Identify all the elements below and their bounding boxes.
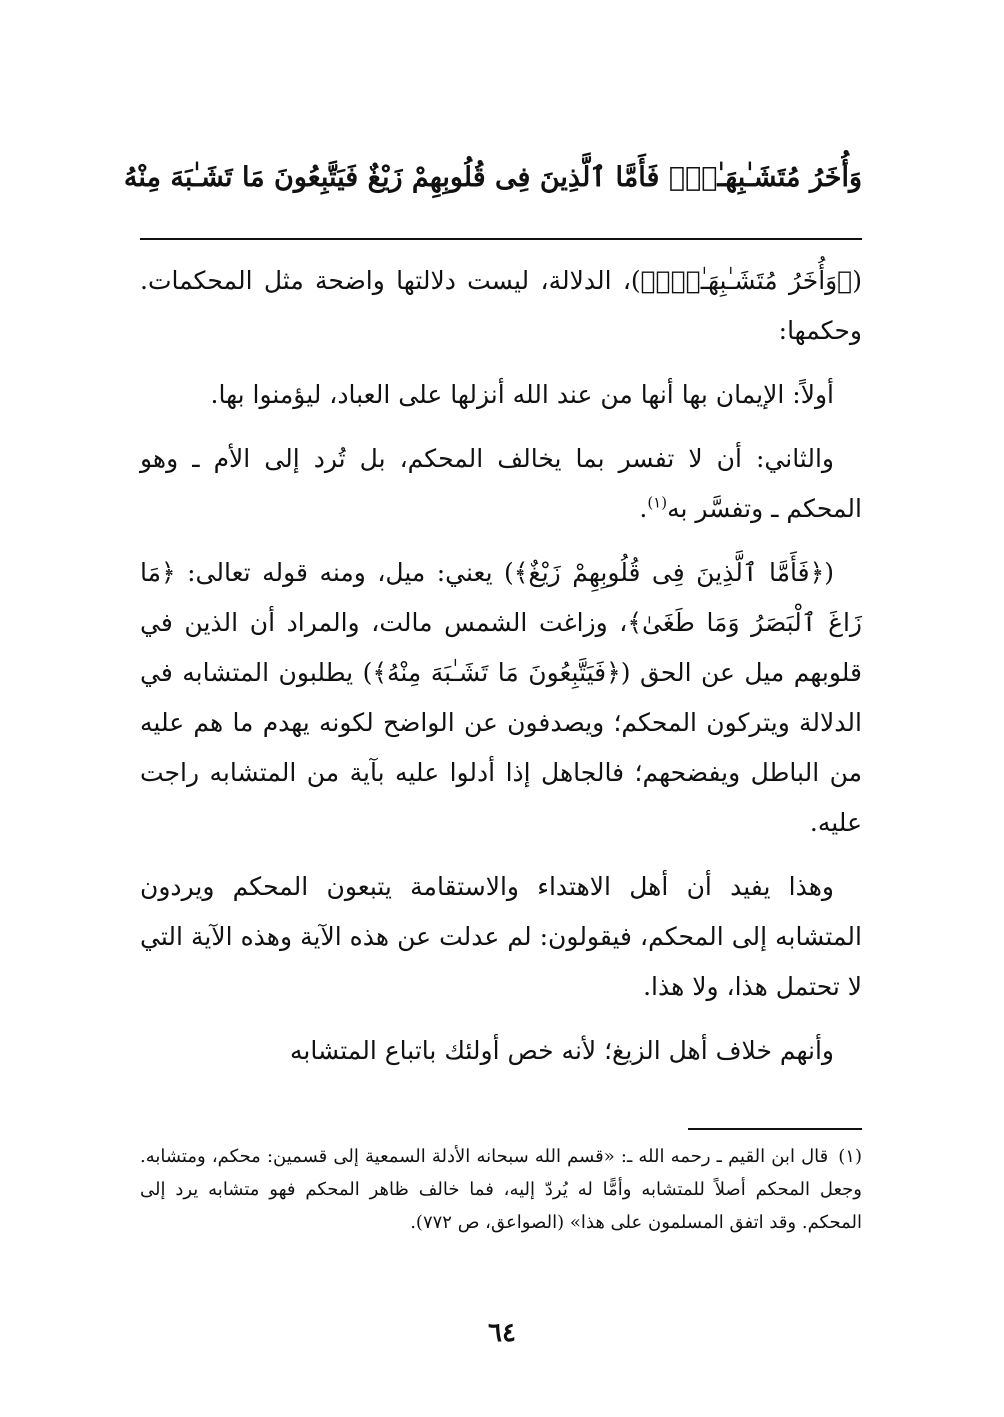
paragraph-6: وأنهم خلاف أهل الزيغ؛ لأنه خص أولئك باتباع المتشابه xyxy=(289,1036,834,1065)
footnote xyxy=(140,1140,862,1239)
page-number: ٦٤ xyxy=(488,1318,516,1348)
paragraph-5: وهذا يفيد أن أهل الاهتداء والاستقامة يتبعون المحكم ويردون المتشابه إلى المحكم، فيقولون: لم عدلت عن هذه الآية وهذه الآية التي لا تحتمل هذا، ولا هذا. xyxy=(140,872,862,1001)
paragraph-3-end: . xyxy=(639,494,648,523)
paragraph-1: (﴿وَأُخَرُ مُتَشَـٰبِهَـٰتٌۖ﴾)، الدلالة، ليست دلالتها واضحة مثل المحكمات. وحكمها: xyxy=(140,266,862,345)
footnote-divider xyxy=(688,1128,862,1130)
main-text xyxy=(140,256,862,1090)
footnote-text: قال ابن القيم ـ رحمه الله ـ: «قسم الله سبحانه الأدلة السمعية إلى قسمين: محكم، ومتشابه. وجعل المحكم أصلاً للمتشابه وأمًّا له يُردّ إليه، فما خالف ظاهر المحكم فهو متشابه يرد إلى المحكم. وقد اتفق المسلمون على هذا» (الصواعق، ص ٧٧٢). xyxy=(140,1146,862,1233)
paragraph-3-text: والثاني: أن لا تفسر بما يخالف المحكم، بل تُرد إلى الأم ـ وهو المحكم ـ وتفسَّر به xyxy=(140,444,862,523)
footnote-reference: (١) xyxy=(647,493,668,512)
quran-verse-header: وَأُخَرُ مُتَشَـٰبِهَـٰتٌۖ فَأَمَّا ٱلَّذِينَ فِى قُلُوبِهِمْ زَيْغٌ فَيَتَّبِعُونَ مَا تَشَـٰبَهَ مِنْهُ xyxy=(123,162,862,193)
paragraph-3 xyxy=(140,434,862,534)
paragraph-4: (﴿فَأَمَّا ٱلَّذِينَ فِى قُلُوبِهِمْ زَيْغٌ﴾) يعني: ميل، ومنه قوله تعالى: ﴿مَا زَاغَ ٱلْبَصَرُ وَمَا طَغَىٰ﴾، وزاغت الشمس مالت، والمراد أن الذين في قلوبهم ميل عن الحق (﴿فَيَتَّبِعُونَ مَا تَشَـٰبَهَ مِنْهُ﴾) يطلبون المتشابه في الدلالة ويتركون المحكم؛ ويصدفون عن الواضح لكونه يهدم ما هم عليه من الباطل ويفضحهم؛ فالجاهل إذا أدلوا عليه بآية من المتشابه راجت عليه. xyxy=(140,558,863,837)
paragraph-2: أولاً: الإيمان بها أنها من عند الله أنزلها على العباد، ليؤمنوا بها. xyxy=(210,380,834,409)
header-divider xyxy=(140,238,862,240)
footnote-number: (١) xyxy=(838,1146,862,1167)
